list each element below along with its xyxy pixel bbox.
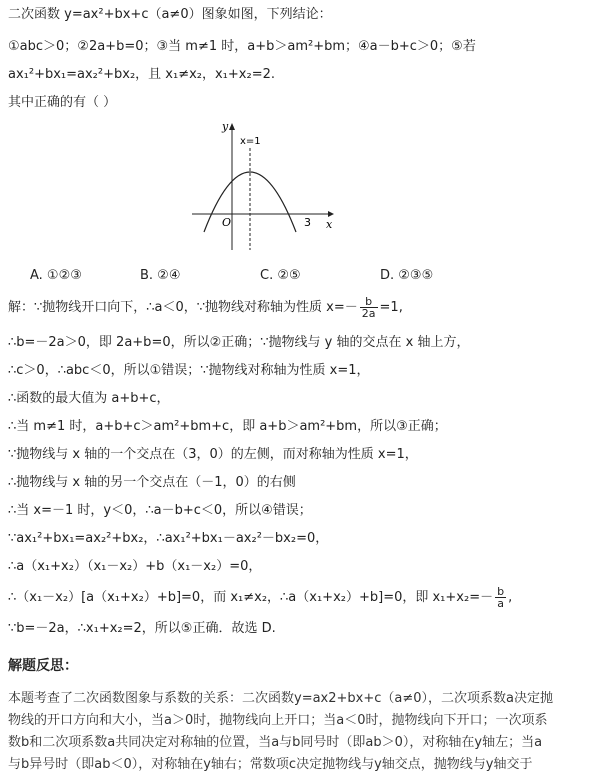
solution-line-11-end: , xyxy=(508,590,513,605)
solution-line-5: ∴当 m≠1 时，a+b+c＞am²+bm+c，即 a+b＞am²+bm，所以③正确； xyxy=(8,419,447,434)
solution-line-3: ∴c＞0，∴abc＜0，所以①错误；∵抛物线对称轴为性质 x=1， xyxy=(8,363,370,378)
solution-line-4: ∴函数的最大值为 a+b+c， xyxy=(8,391,170,406)
solution-line-8: ∴当 x=－1 时，y＜0，∴a－b+c＜0，所以④错误； xyxy=(8,503,312,518)
axis-y-label: y xyxy=(222,120,229,133)
reflection-line: 与b异号时（即ab＜0），对称轴在y轴右；常数项c决定抛物线与y轴交点，抛物线与y轴交于 xyxy=(8,757,533,772)
solution-line-6: ∵抛物线与 x 轴的一个交点在（3，0）的左侧，而对称轴为性质 x=1， xyxy=(8,447,418,462)
x-axis-arrow xyxy=(328,211,334,217)
solution-line-12: ∵b=－2a，∴x₁+x₂=2，所以⑤正确．故选 D. xyxy=(8,621,276,636)
choice-a[interactable]: A. ①②③ xyxy=(30,268,82,283)
choice-c[interactable]: C. ②⑤ xyxy=(260,268,301,283)
reflection-paragraph xyxy=(8,688,598,776)
reflection-line: 数b和二次项系数a共同决定对称轴的位置，当a与b同号时（即ab＞0），对称轴在y轴左；当a xyxy=(8,735,543,750)
solution-line-11 xyxy=(8,586,512,609)
reflection-line: 本题考查了二次函数图象与系数的关系：二次函数y=ax2+bx+c（a≠0），二次项系数a决定抛 xyxy=(8,691,553,706)
axis-x-label: x xyxy=(326,218,333,231)
question-line-2: ①abc＞0；②2a+b=0；③当 m≠1 时，a+b＞am²+bm；④a－b+c＞0；⑤若 xyxy=(8,39,476,54)
question-line-3: ax₁²+bx₁=ax₂²+bx₂，且 x₁≠x₂，x₁+x₂=2. xyxy=(8,67,275,82)
choice-d[interactable]: D. ②③⑤ xyxy=(380,268,434,283)
solution-line-1-text: 解：∵抛物线开口向下，∴a＜0，∵抛物线对称轴为性质 x=－ xyxy=(8,300,358,315)
tick-3-label: 3 xyxy=(304,216,311,229)
solution-line-2: ∴b=－2a＞0，即 2a+b=0，所以②正确；∵抛物线与 y 轴的交点在 x 轴上方， xyxy=(8,335,470,350)
solution-line-1 xyxy=(8,296,403,319)
solution-line-10: ∴a（x₁+x₂）（x₁－x₂）+b（x₁－x₂）=0， xyxy=(8,559,262,574)
fraction-numerator: b xyxy=(360,296,378,308)
fraction-b-over-2a xyxy=(360,296,378,319)
origin-label: O xyxy=(222,216,232,229)
reflection-title: 解题反思： xyxy=(8,658,78,674)
solution-line-7: ∴抛物线与 x 轴的另一个交点在（－1，0）的右侧 xyxy=(8,475,296,490)
solution-line-1-end: =1, xyxy=(379,300,403,315)
question-line-1: 二次函数 y=ax²+bx+c（a≠0）图象如图，下列结论： xyxy=(8,7,332,22)
solution-line-11-text: ∴（x₁－x₂）[a（x₁+x₂）+b]=0，而 x₁≠x₂，∴a（x₁+x₂）+b]=0，即 x₁+x₂=－ xyxy=(8,590,494,605)
fraction-b-over-a xyxy=(495,586,506,609)
fraction-numerator: b xyxy=(497,585,505,598)
fraction-denominator: a xyxy=(497,597,504,610)
answer-choices xyxy=(30,268,590,288)
symmetry-label: x=1 xyxy=(240,136,261,147)
reflection-line: 物线的开口方向和大小，当a＞0时，抛物线向上开口；当a＜0时，抛物线向下开口；一次项系 xyxy=(8,713,548,728)
fraction-denominator: 2a xyxy=(361,307,376,320)
solution-line-9: ∵ax₁²+bx₁=ax₂²+bx₂，∴ax₁²+bx₁－ax₂²－bx₂=0， xyxy=(8,531,329,546)
question-line-4: 其中正确的有（ ） xyxy=(8,95,117,110)
choice-b[interactable]: B. ②④ xyxy=(140,268,181,283)
parabola-graph xyxy=(188,120,338,255)
y-axis-arrow xyxy=(229,123,235,130)
